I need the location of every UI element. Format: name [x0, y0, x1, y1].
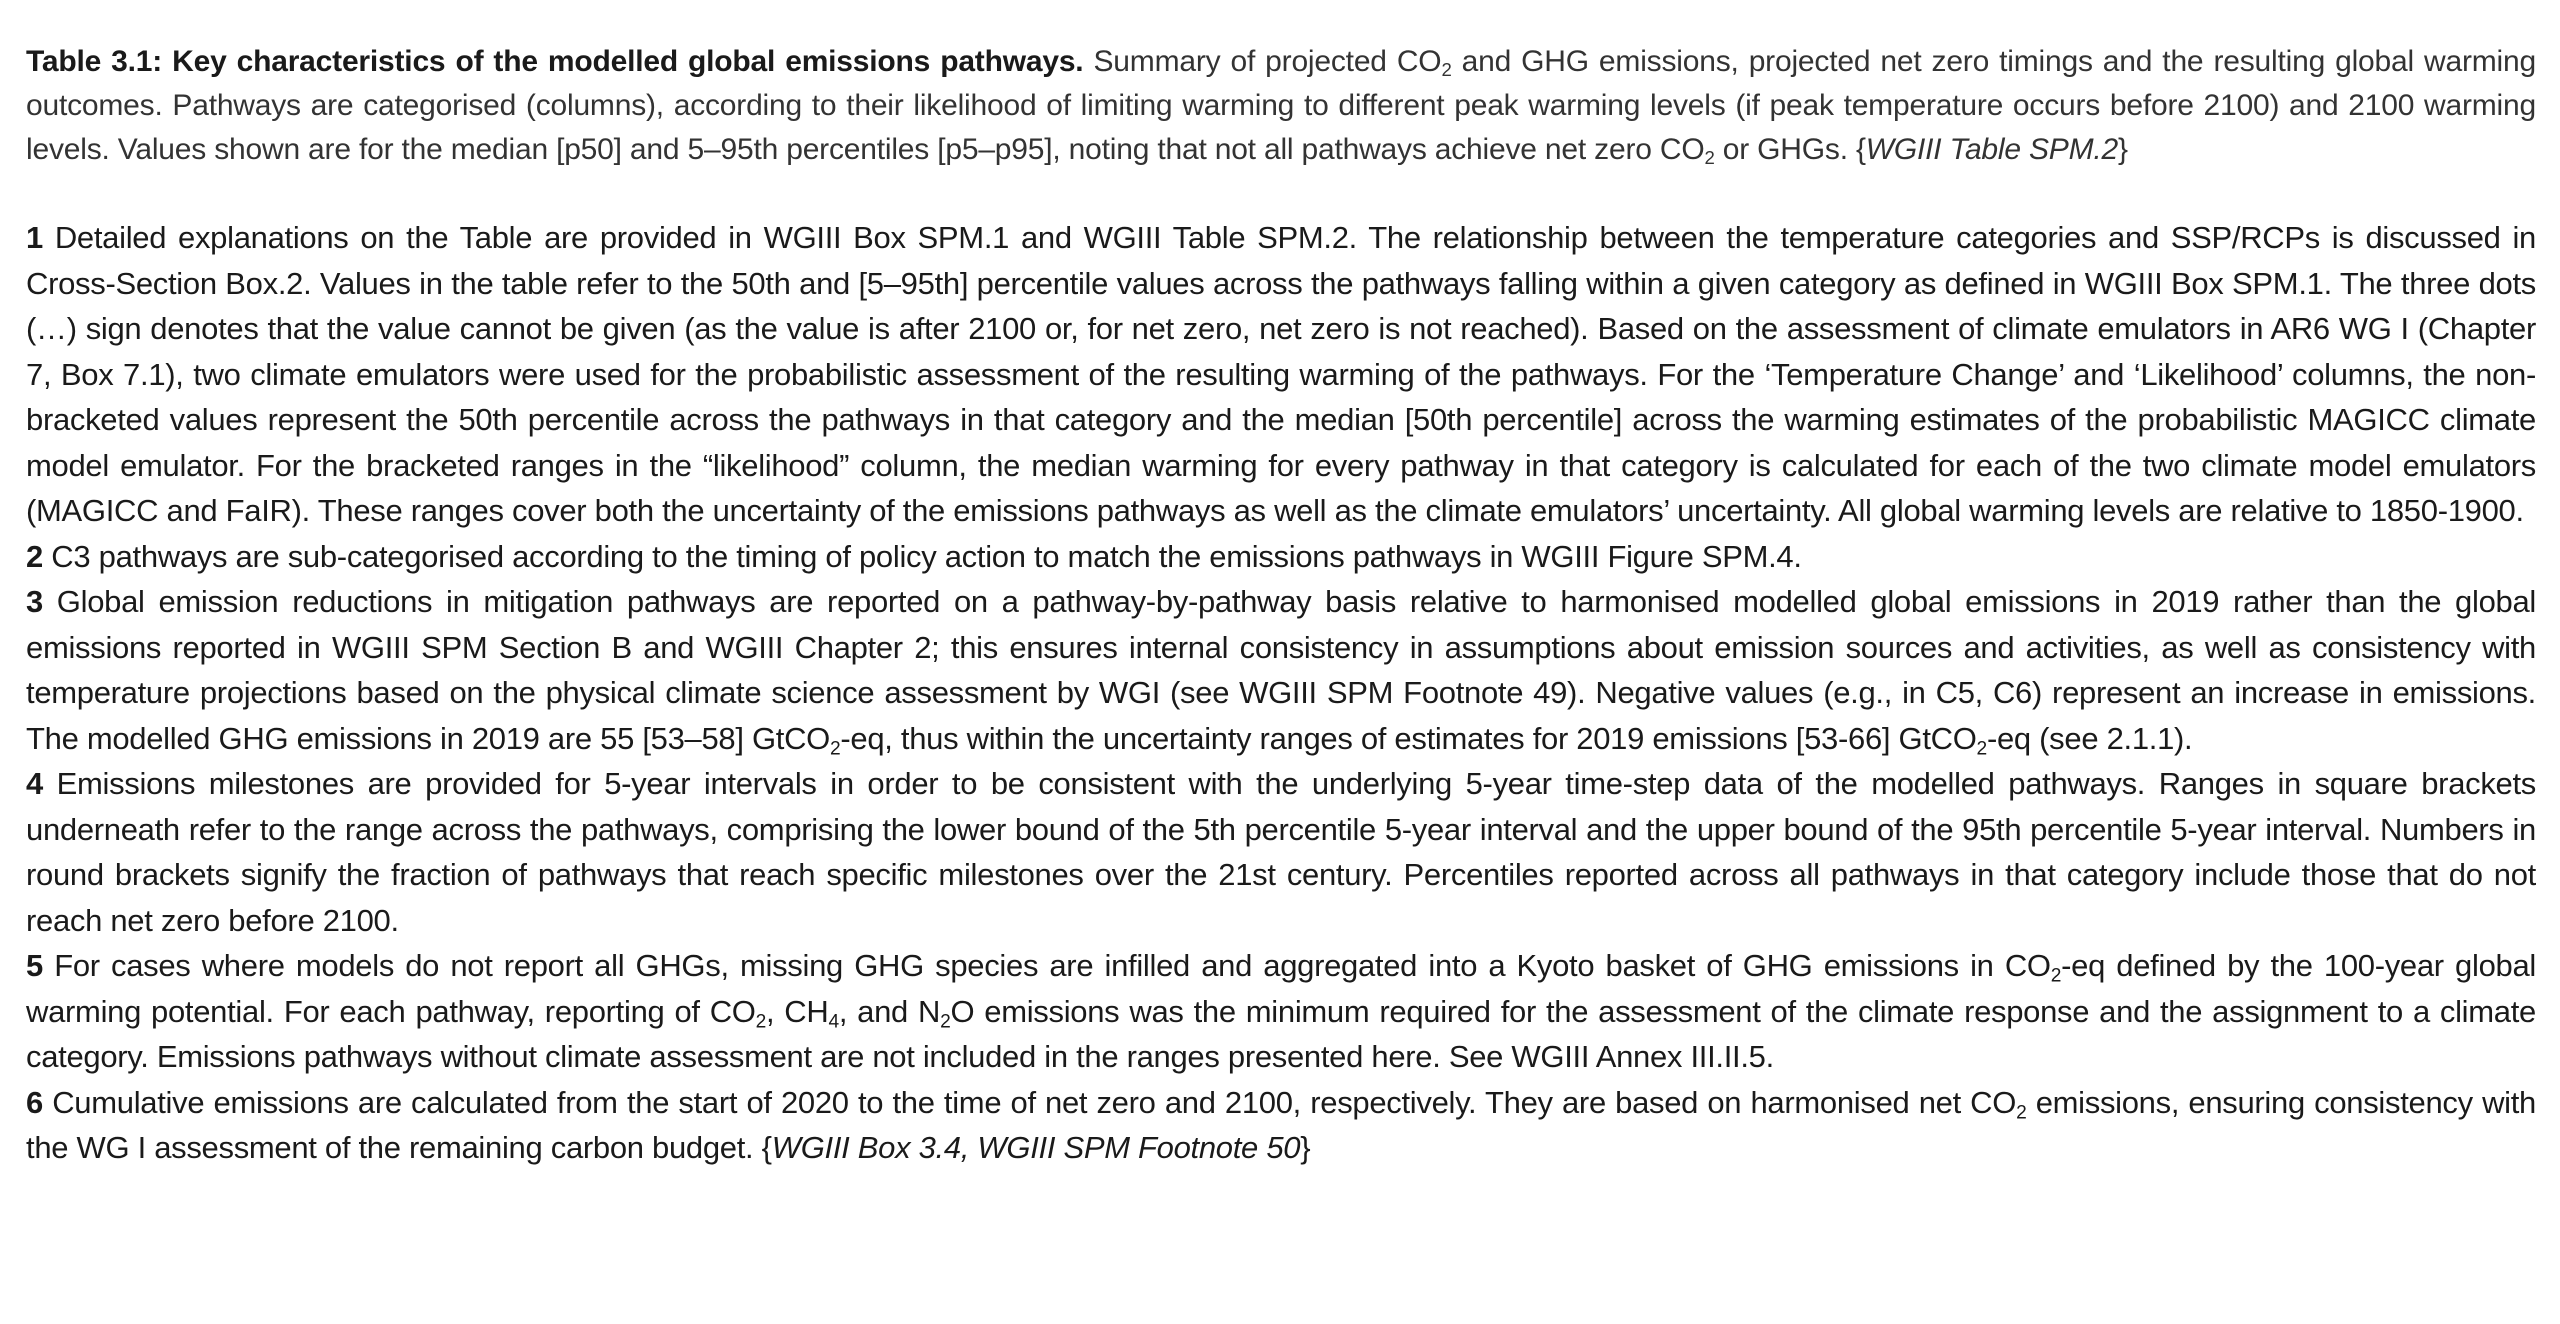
caption-text: }	[2118, 133, 2128, 166]
caption-reference: WGIII Table SPM.2	[1865, 133, 2119, 166]
subscript: 2	[1441, 59, 1452, 81]
caption-title: Table 3.1: Key characteristics of the modelled global emissions pathways.	[26, 45, 1084, 78]
note-text: -eq, thus within the uncertainty ranges of estimates for 2019 emissions [53-66] GtCO	[840, 720, 1977, 756]
note-3	[26, 579, 2536, 761]
note-number: 5	[26, 948, 43, 983]
subscript: 2	[1704, 147, 1715, 169]
note-text: -eq defined by the 100-year global warming potential. For each pathway, reporting of CO	[26, 948, 2536, 1029]
note-text: Detailed explanations on the Table are provided in WGIII Box SPM.1 and WGIII Table SPM.2. The relationship between the temperature categories and SSP/RCPs is discussed in Cross-Section Box.2. Values in the table refer to the 50th and [5–95th] percentile values across the pathways falling within a given category as defined in WGIII Box SPM.1. The three dots (…) sign denotes that the value cannot be given (as the value is after 2100 or, for net zero, net zero is not reached). Based on the assessment of climate emulators in AR6 WG I (Chapter 7, Box 7.1), two climate emulators were used for the probabilistic assessment of the resulting warming of the pathways. For the ‘Temperature Change’ and ‘Likelihood’ columns, the non-bracketed values represent the 50th percentile across the pathways in that category and the median [50th percentile] across the warming estimates of the probabilistic MAGICC climate model emulator. For the bracketed ranges in the “likelihood” column, the median warming for every pathway in that category is calculated for each of the two climate model emulators (MAGICC and FaIR). These ranges cover both the uncertainty of the emissions pathways as well as the climate emulators’ uncertainty. All global warming levels are relative to 1850-1900.	[26, 220, 2536, 528]
note-text: Global emission reductions in mitigation pathways are reported on a pathway-by-pathway basis relative to harmonised modelled global emissions in 2019 rather than the global emissions reported in WGIII SPM Section B and WGIII Chapter 2; this ensures internal consistency in assumptions about emission sources and activities, as well as consistency with temperature projections based on the physical climate science assessment by WGI (see WGIII SPM Footnote 49). Negative values (e.g., in C5, C6) represent an increase in emissions. The modelled GHG emissions in 2019 are 55 [53–58] GtCO	[26, 584, 2536, 756]
subscript: 2	[1976, 737, 1987, 759]
subscript: 2	[2016, 1101, 2027, 1123]
subscript: 2	[2050, 965, 2062, 987]
note-text: O emissions was the minimum required for the assessment of the climate response and the assignment to a climate category. Emissions pathways without climate assessment are not included in the ranges presented here. See WGIII Annex III.II.5.	[26, 993, 2536, 1074]
subscript: 4	[828, 1010, 839, 1032]
note-text: C3 pathways are sub-categorised according to the timing of policy action to match the emissions pathways in WGIII Figure SPM.4.	[51, 538, 1802, 574]
note-number: 2	[26, 538, 43, 574]
note-reference: WGIII Box 3.4, WGIII SPM Footnote 50	[771, 1130, 1301, 1165]
note-number: 1	[26, 220, 43, 255]
subscript: 2	[940, 1010, 951, 1032]
note-number: 4	[26, 766, 43, 801]
note-1	[26, 215, 2536, 534]
subscript: 2	[755, 1010, 766, 1032]
note-text: For cases where models do not report all GHGs, missing GHG species are infilled and aggregated into a Kyoto basket of GHG emissions in CO	[54, 948, 2051, 983]
note-2	[26, 534, 2536, 580]
note-number: 3	[26, 584, 43, 619]
note-text: }	[1300, 1130, 1311, 1165]
note-text: , CH	[765, 993, 829, 1029]
note-text: emissions, ensuring consistency with the WG I assessment of the remaining carbon budget. {	[26, 1084, 2536, 1165]
table-caption	[26, 40, 2536, 172]
caption-text: Summary of projected CO	[1093, 45, 1442, 78]
note-5	[26, 943, 2536, 1080]
document-page	[26, 40, 2536, 1171]
note-number: 6	[26, 1084, 43, 1120]
note-text: Emissions milestones are provided for 5-year intervals in order to be consistent with the underlying 5-year time-step data of the modelled pathways. Ranges in square brackets underneath refer to the range across the pathways, comprising the lower bound of the 5th percentile 5-year interval and the upper bound of the 95th percentile 5-year interval. Numbers in round brackets signify the fraction of pathways that reach specific milestones over the 21st century. Percentiles reported across all pathways in that category include those that do not reach net zero before 2100.	[26, 766, 2536, 938]
note-4	[26, 761, 2536, 943]
note-text: , and N	[838, 993, 941, 1029]
note-text: -eq (see 2.1.1).	[1986, 720, 2193, 756]
note-6	[26, 1080, 2536, 1171]
note-text: Cumulative emissions are calculated from the start of 2020 to the time of net zero and 2100, respectively. They are based on harmonised net CO	[52, 1084, 2017, 1120]
caption-text: or GHGs. {	[1714, 133, 1866, 166]
table-notes	[26, 215, 2536, 1171]
subscript: 2	[830, 737, 841, 759]
caption-text: and GHG emissions, projected net zero timings and the resulting global warming outcomes. Pathways are categorised (columns), according to their likelihood of limiting warming to different peak warming levels (if peak temperature occurs before 2100) and 2100 warming levels. Values shown are for the median [p50] and 5–95th percentiles [p5–p95], noting that not all pathways achieve net zero CO	[26, 45, 2536, 166]
